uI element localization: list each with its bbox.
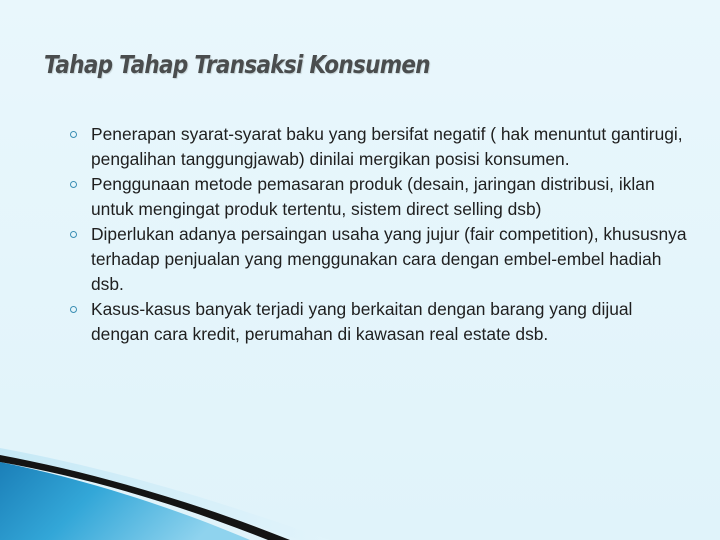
ring-bullet-icon [70,306,77,313]
bullet-text: Kasus-kasus banyak terjadi yang berkaitan dengan barang yang dijual dengan cara kredit, perumahan di kawasan real estate dsb. [91,299,633,344]
bullet-item [68,297,688,347]
ring-bullet-icon [70,131,77,138]
bullet-list-container [68,122,688,347]
blue-wave-band [0,462,250,540]
bullet-list [68,122,688,347]
bullet-item [68,122,688,172]
slide-title: Tahap Tahap Transaksi Konsumen [44,50,430,79]
bullet-item [68,172,688,222]
ring-bullet-icon [70,181,77,188]
bullet-text: Penerapan syarat-syarat baku yang bersifat negatif ( hak menuntut gantirugi, pengalihan tanggungjawab) dinilai mergikan posisi konsumen. [91,124,683,169]
ring-bullet-icon [70,231,77,238]
light-wave-band [0,448,330,540]
bullet-text: Penggunaan metode pemasaran produk (desain, jaringan distribusi, iklan untuk mengingat produk tertentu, sistem direct selling dsb) [91,174,655,219]
bullet-item [68,222,688,297]
dark-wave-line [0,455,290,540]
bullet-text: Diperlukan adanya persaingan usaha yang jujur (fair competition), khususnya terhadap penjualan yang menggunakan cara dengan embel-embel hadiah dsb. [91,224,687,294]
